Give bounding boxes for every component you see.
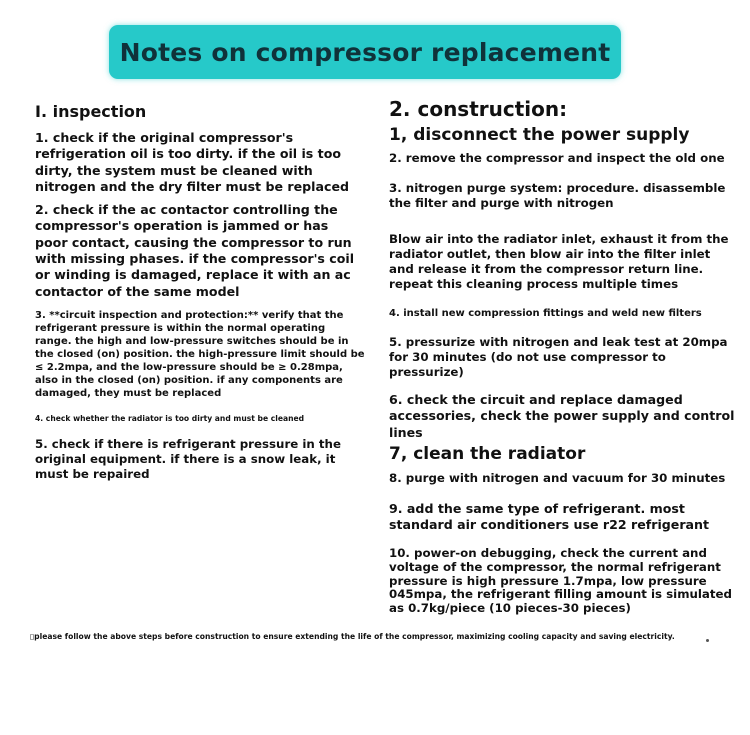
construction-step-6: 6. check the circuit and replace damaged accessories, check the power supply and control lines <box>389 392 735 440</box>
title-banner <box>109 25 621 79</box>
footer-note: ▯please follow the above steps before construction to ensure extending the life of the compressor, maximizing cooling capacity and saving electricity. <box>30 632 675 641</box>
construction-heading: 2. construction: <box>389 97 568 121</box>
inspection-item-1: 1. check if the original compressor's refrigeration oil is too dirty. if the oil is too dirty, the system must be cleaned with nitrogen and the dry filter must be replaced <box>35 130 350 194</box>
construction-step-3-detail: Blow air into the radiator inlet, exhaust it from the radiator outlet, then blow air into the filter inlet and release it from the compressor return line. repeat this cleaning process multiple times <box>389 232 729 291</box>
inspection-item-2: 2. check if the ac contactor controlling the compressor's operation is jammed or has poor contact, causing the compressor to run with missing phases. if the compressor's coil or winding is damaged, replace it with an ac contactor of the same model <box>35 202 355 299</box>
inspection-column <box>35 102 365 482</box>
construction-step-2: 2. remove the compressor and inspect the old one <box>389 151 725 165</box>
construction-step-8: 8. purge with nitrogen and vacuum for 30 minutes <box>389 470 726 485</box>
construction-step-3: 3. nitrogen purge system: procedure. disassemble the filter and purge with nitrogen <box>389 181 726 210</box>
construction-step-9: 9. add the same type of refrigerant. most standard air conditioners use r22 refrigerant <box>389 500 710 533</box>
construction-step-7: 7, clean the radiator <box>389 443 586 464</box>
inspection-item-4: 4. check whether the radiator is too dirty and must be cleaned <box>35 413 305 423</box>
inspection-item-3: 3. **circuit inspection and protection:** verify that the refrigerant pressure is within the normal operating range. the high and low-pressure switches should be in the closed (on) position. the high-pressure limit should be ≤ 2.2mpa, and the low-pressure should be ≥ 0.28mpa, also in the closed (on) position. if any components are damaged, they must be replaced <box>35 309 365 399</box>
construction-column <box>389 97 739 615</box>
page-title: Notes on compressor replacement <box>119 37 611 67</box>
construction-step-10: 10. power-on debugging, check the current and voltage of the compressor, the normal refrigerant pressure is high pressure 1.7mpa, low pressure 045mpa, the refrigerant filling amount is simulated as 0.7kg/piece (10 pieces-30 pieces) <box>389 546 732 615</box>
construction-step-5: 5. pressurize with nitrogen and leak test at 20mpa for 30 minutes (do not use compressor to pressurize) <box>389 335 728 379</box>
construction-step-4: 4. install new compression fittings and weld new filters <box>389 308 702 319</box>
dot-mark <box>706 639 709 642</box>
inspection-heading: I. inspection <box>35 102 147 121</box>
inspection-item-5: 5. check if there is refrigerant pressure in the original equipment. if there is a snow leak, it must be repaired <box>35 436 341 481</box>
construction-step-1: 1, disconnect the power supply <box>389 125 690 145</box>
